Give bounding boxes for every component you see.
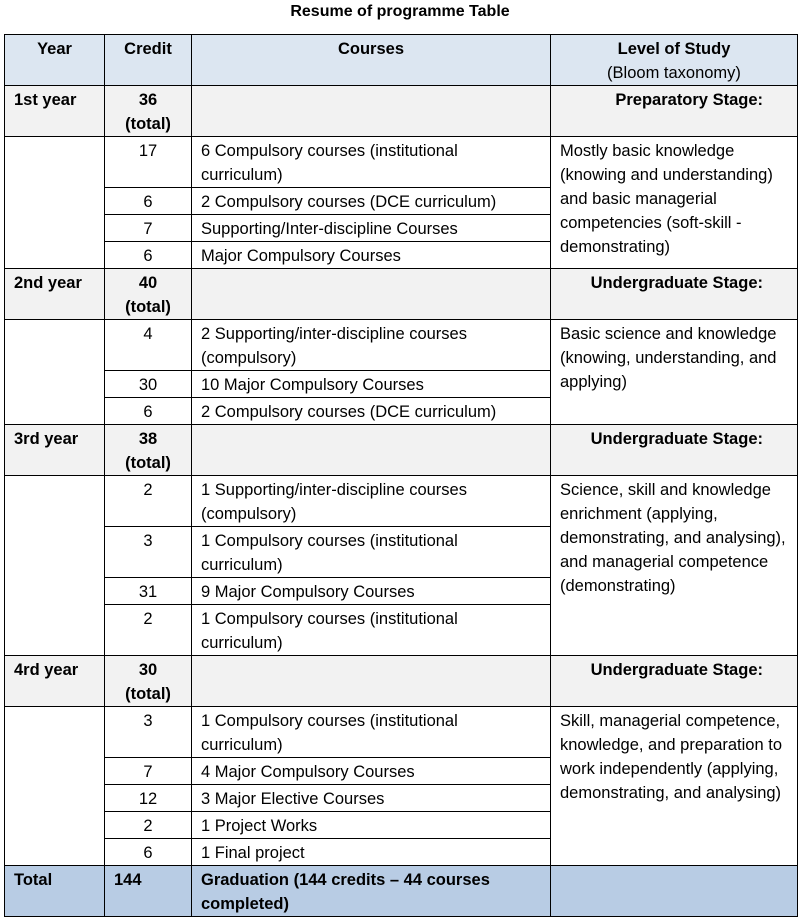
course-name: 1 Compulsory courses (institutional curriculum) (192, 707, 551, 758)
course-credit: 7 (105, 215, 192, 242)
header-credit: Credit (105, 35, 192, 86)
year-credit-total (105, 425, 192, 476)
year-credit-value: 38 (138, 430, 158, 448)
header-level-title: Level of Study (617, 40, 731, 58)
course-credit: 6 (105, 188, 192, 215)
course-name: 2 Supporting/inter-discipline courses (compulsory) (192, 320, 551, 371)
course-name: 6 Compulsory courses (institutional curriculum) (192, 137, 551, 188)
course-credit: 3 (105, 527, 192, 578)
year-credit-total (105, 656, 192, 707)
total-course: Graduation (144 credits – 44 courses completed) (192, 866, 551, 917)
level-description: Skill, managerial competence, knowledge, and preparation to work independently (applying, demonstrating, and analysing) (551, 707, 798, 866)
year-row (5, 269, 798, 320)
total-level-empty (551, 866, 798, 917)
course-credit: 2 (105, 812, 192, 839)
year-credit-note: (total) (125, 298, 171, 316)
course-row (5, 320, 798, 371)
course-name: 1 Compulsory courses (institutional curriculum) (192, 605, 551, 656)
course-credit: 6 (105, 242, 192, 269)
level-description: Mostly basic knowledge (knowing and understanding) and basic managerial competencies (soft-skill - demonstrating) (551, 137, 798, 269)
year-courses-empty (192, 425, 551, 476)
level-description: Basic science and knowledge (knowing, understanding, and applying) (551, 320, 798, 425)
total-label: Total (5, 866, 105, 917)
table-title: Resume of programme Table (290, 3, 510, 20)
course-credit: 6 (105, 398, 192, 425)
course-credit: 7 (105, 758, 192, 785)
course-name: 2 Compulsory courses (DCE curriculum) (192, 188, 551, 215)
course-credit: 31 (105, 578, 192, 605)
header-courses: Courses (192, 35, 551, 86)
year-stage: Undergraduate Stage: (551, 269, 798, 320)
year-credit-value: 36 (138, 91, 158, 109)
header-level-subtitle: (Bloom taxonomy) (607, 64, 741, 82)
year-credit-value: 40 (138, 274, 158, 292)
course-name: 1 Supporting/inter-discipline courses (compulsory) (192, 476, 551, 527)
year-stage: Preparatory Stage: (551, 86, 798, 137)
year-row (5, 656, 798, 707)
course-row (5, 707, 798, 758)
year-row (5, 425, 798, 476)
year-column-empty (5, 137, 105, 269)
year-credit-total (105, 86, 192, 137)
header-row (5, 35, 798, 86)
year-column-empty (5, 320, 105, 425)
course-name: 1 Project Works (192, 812, 551, 839)
header-level (551, 35, 798, 86)
course-credit: 6 (105, 839, 192, 866)
course-credit: 3 (105, 707, 192, 758)
course-credit: 4 (105, 320, 192, 371)
course-name: 2 Compulsory courses (DCE curriculum) (192, 398, 551, 425)
year-label: 1st year (5, 86, 105, 137)
course-credit: 2 (105, 605, 192, 656)
year-courses-empty (192, 269, 551, 320)
course-name: 3 Major Elective Courses (192, 785, 551, 812)
course-name: 9 Major Compulsory Courses (192, 578, 551, 605)
course-credit: 17 (105, 137, 192, 188)
course-credit: 12 (105, 785, 192, 812)
course-name: 10 Major Compulsory Courses (192, 371, 551, 398)
year-column-empty (5, 476, 105, 656)
total-row (5, 866, 798, 917)
year-courses-empty (192, 656, 551, 707)
course-credit: 30 (105, 371, 192, 398)
year-label: 3rd year (5, 425, 105, 476)
course-name: 1 Compulsory courses (institutional curriculum) (192, 527, 551, 578)
year-courses-empty (192, 86, 551, 137)
year-credit-note: (total) (125, 115, 171, 133)
year-credit-note: (total) (125, 454, 171, 472)
year-credit-total (105, 269, 192, 320)
year-label: 2nd year (5, 269, 105, 320)
year-row (5, 86, 798, 137)
header-year: Year (5, 35, 105, 86)
course-row (5, 476, 798, 527)
year-stage: Undergraduate Stage: (551, 656, 798, 707)
year-stage: Undergraduate Stage: (551, 425, 798, 476)
course-row (5, 137, 798, 188)
course-name: 1 Final project (192, 839, 551, 866)
level-description: Science, skill and knowledge enrichment (applying, demonstrating, and analysing), and managerial competence (demonstrating) (551, 476, 798, 656)
course-name: Major Compulsory Courses (192, 242, 551, 269)
programme-table (4, 34, 798, 917)
year-credit-value: 30 (138, 661, 158, 679)
course-name: Supporting/Inter-discipline Courses (192, 215, 551, 242)
year-label: 4rd year (5, 656, 105, 707)
course-name: 4 Major Compulsory Courses (192, 758, 551, 785)
year-credit-note: (total) (125, 685, 171, 703)
year-column-empty (5, 707, 105, 866)
total-credit: 144 (105, 866, 192, 917)
course-credit: 2 (105, 476, 192, 527)
